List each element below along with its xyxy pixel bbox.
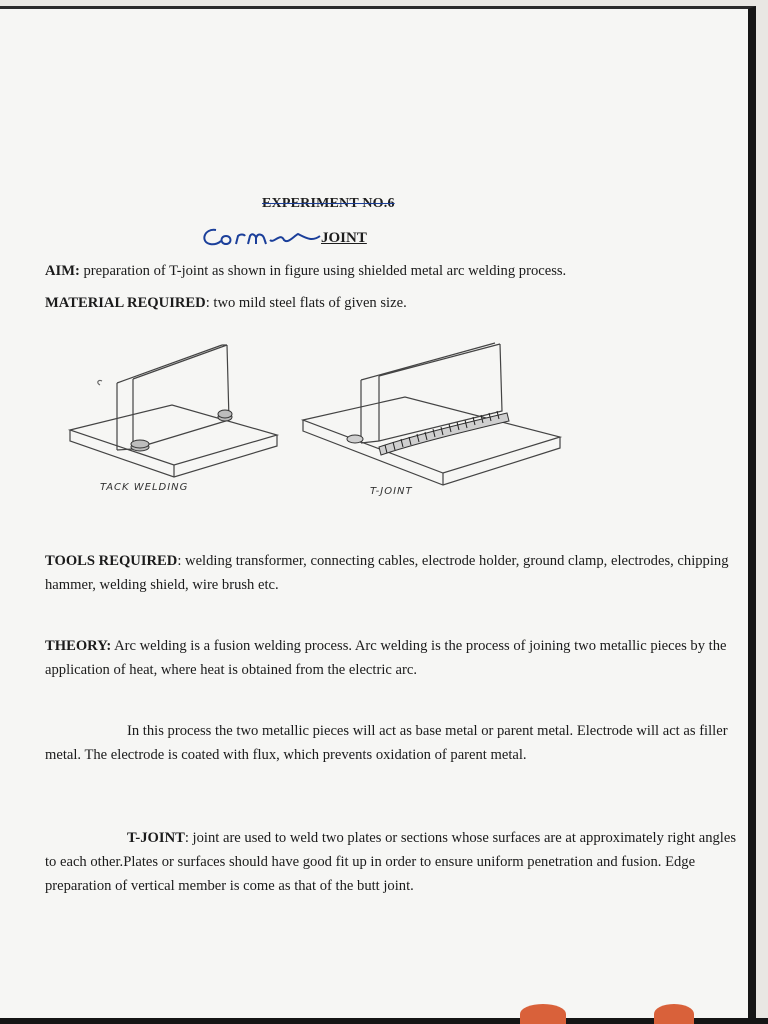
theory-text: Arc welding is a fusion welding process. Arc welding is the process of joining two metallic pieces by the application of heat, where heat is obtained from the electric arc. <box>45 638 727 678</box>
theory-second-paragraph <box>45 719 735 767</box>
t-joint-figure <box>295 335 570 500</box>
experiment-title: EXPERIMENT NO.6 <box>262 196 395 211</box>
theory-paragraph <box>45 634 737 682</box>
page-bottom-edge <box>0 1018 768 1024</box>
tools-paragraph <box>45 549 735 597</box>
aim-line <box>45 259 715 283</box>
handwritten-corner-word <box>198 222 328 252</box>
title-joint-word: JOINT <box>321 230 367 246</box>
material-text: : two mild steel flats of given size. <box>205 295 407 311</box>
t-joint-text: : joint are used to weld two plates or sections whose surfaces are at approximately right angles to each other.Plates or surfaces should have good fit up in order to ensure uniform penetration and fusion. Edge preparation of vertical member is come as that of the butt joint. <box>45 830 737 894</box>
tack-welding-figure <box>62 335 287 495</box>
fingertip-right <box>654 1004 694 1024</box>
theory-second-text: In this process the two metallic pieces will act as base metal or parent metal. Electrode will act as filler metal. The electrode is coated with flux, which prevents oxidation of parent metal. <box>45 723 728 763</box>
t-joint-caption: T-JOINT <box>370 486 413 497</box>
tools-label: TOOLS REQUIRED <box>45 553 178 569</box>
aim-text: preparation of T-joint as shown in figure using shielded metal arc welding process. <box>79 263 567 279</box>
tools-text: : welding transformer, connecting cables, electrode holder, ground clamp, electrodes, chipping hammer, welding shield, wire brush etc. <box>45 553 729 593</box>
material-line <box>45 291 715 315</box>
t-joint-label: T-JOINT <box>127 830 185 846</box>
fingertip-left <box>520 1004 566 1024</box>
material-label: MATERIAL REQUIRED <box>45 295 206 311</box>
aim-label: AIM: <box>45 263 80 279</box>
document-title <box>198 222 378 252</box>
t-joint-paragraph <box>45 826 737 898</box>
theory-label: THEORY: <box>45 638 112 654</box>
tack-welding-caption: TACK WELDING <box>100 482 189 493</box>
